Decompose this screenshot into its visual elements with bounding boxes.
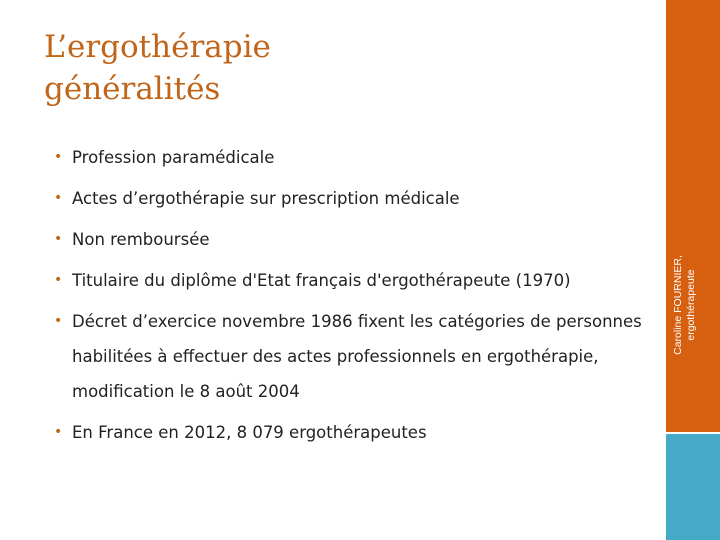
- bullet-text: Titulaire du diplôme d'Etat français d'ergothérapeute (1970): [72, 271, 571, 290]
- bullet-text: Profession paramédicale: [72, 148, 275, 167]
- bullet-dot-icon: •: [54, 190, 63, 206]
- bullet-dot-icon: •: [54, 424, 63, 440]
- bullet-dot-icon: •: [54, 272, 63, 288]
- side-author-line-1: Caroline FOURNIER,: [672, 255, 684, 355]
- side-divider: [666, 432, 720, 434]
- bullet-item: [52, 415, 642, 450]
- bullet-text: Actes d’ergothérapie sur prescription médicale: [72, 189, 460, 208]
- bullet-item: [52, 140, 642, 175]
- slide-title-line-2: généralités: [44, 71, 221, 107]
- bullet-item: [52, 304, 642, 409]
- bullet-text: En France en 2012, 8 079 ergothérapeutes: [72, 423, 427, 442]
- bullet-dot-icon: •: [54, 149, 63, 165]
- bullet-item: [52, 222, 642, 257]
- bullet-text: Non remboursée: [72, 230, 210, 249]
- bullet-dot-icon: •: [54, 231, 63, 247]
- bullet-text: Décret d’exercice novembre 1986 fixent les catégories de personnes habilitées à effectuer des actes professionnels en ergothérapie, modification le 8 août 2004: [72, 312, 642, 401]
- side-accent-bar-bottom: [666, 432, 720, 540]
- slide-title: [44, 26, 271, 110]
- side-author-line-2: ergothérapeute: [685, 269, 697, 341]
- bullet-item: [52, 181, 642, 216]
- side-author-label: [672, 230, 716, 380]
- bullet-list: [52, 140, 642, 456]
- bullet-item: [52, 263, 642, 298]
- bullet-dot-icon: •: [54, 313, 63, 329]
- slide-title-line-1: L’ergothérapie: [44, 29, 271, 65]
